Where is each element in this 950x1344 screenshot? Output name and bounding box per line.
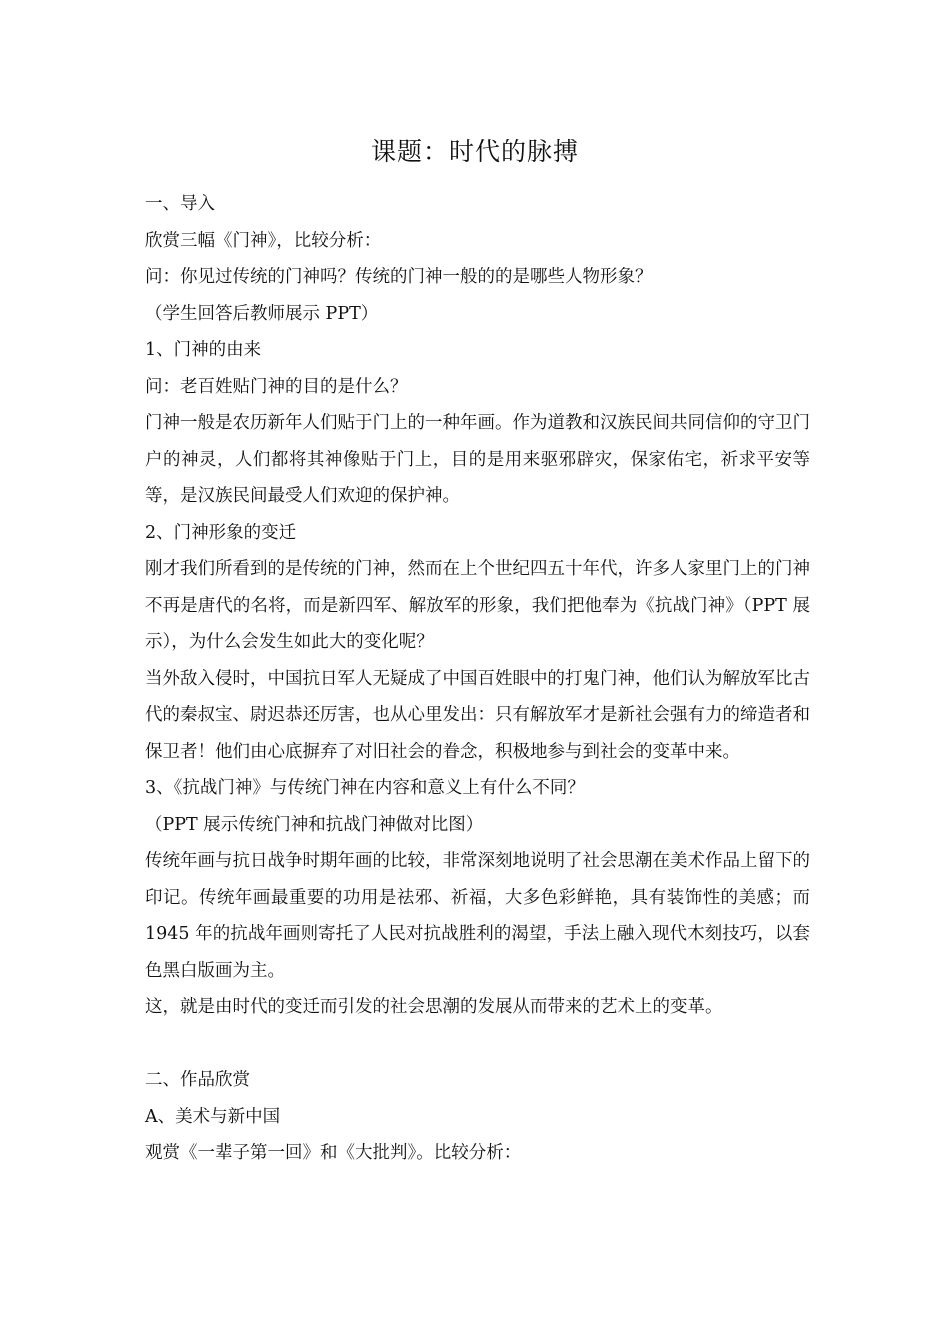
question-line: 问：你见过传统的门神吗？传统的门神一般的的是哪些人物形象？ [145, 267, 653, 287]
subheading-compare: 3、《抗战门神》与传统门神在内容和意义上有什么不同？ [145, 778, 585, 798]
subheading-origin: 1、门神的由来 [145, 340, 262, 360]
section-heading-works: 二、作品欣赏 [145, 1070, 250, 1090]
paragraph: 当外敌入侵时，中国抗日军人无疑成了中国百姓眼中的打鬼门神，他们认为解放军比古代的秦叔宝、尉迟恭还厉害，也从心里发出：只有解放军才是新社会强有力的缔造者和保卫者！他们由心底摒弃了对旧社会的眷念，积极地参与到社会的变革中来。 [145, 668, 810, 762]
subheading-change: 2、门神形象的变迁 [145, 522, 297, 543]
page-title: 课题：时代的脉搏 [370, 137, 579, 166]
document-body [145, 186, 810, 1172]
text-line: 欣赏三幅《门神》，比较分析： [145, 230, 382, 251]
note-line: （PPT 展示传统门神和抗战门神做对比图） [145, 814, 484, 835]
text-line: 观赏《一辈子第一回》和《大批判》。比较分析： [145, 1143, 522, 1163]
text-line: 这，就是由时代的变迁而引发的社会思潮的发展从而带来的艺术上的变革。 [145, 997, 723, 1017]
paragraph: 刚才我们所看到的是传统的门神，然而在上个世纪四五十年代，许多人家里门上的门神不再是唐代的名将，而是新四军、解放军的形象，我们把他奉为《抗战门神》（PPT 展示），为什么会发生如此大的变化呢？ [145, 559, 810, 652]
question-line: 问：老百姓贴门神的目的是什么？ [145, 376, 408, 397]
paragraph: 传统年画与抗日战争时期年画的比较，非常深刻地说明了社会思潮在美术作品上留下的印记。传统年画最重要的功用是祛邪、祈福，大多色彩鲜艳，具有装饰性的美感；而 1945 年的抗战年画则寄托了人民对抗战胜利的渴望，手法上融入现代木刻技巧，以套色黑白版画为主。 [145, 851, 810, 981]
subheading-new-china: A、美术与新中国 [145, 1106, 281, 1127]
section-heading-intro: 一、导入 [145, 194, 215, 214]
note-line: （学生回答后教师展示 PPT） [145, 303, 379, 324]
blank-line [145, 1026, 810, 1063]
paragraph: 门神一般是农历新年人们贴于门上的一种年画。作为道教和汉族民间共同信仰的守卫门户的神灵，人们都将其神像贴于门上，目的是用来驱邪辟灾，保家佑宅，祈求平安等等，是汉族民间最受人们欢迎的保护神。 [145, 413, 810, 506]
